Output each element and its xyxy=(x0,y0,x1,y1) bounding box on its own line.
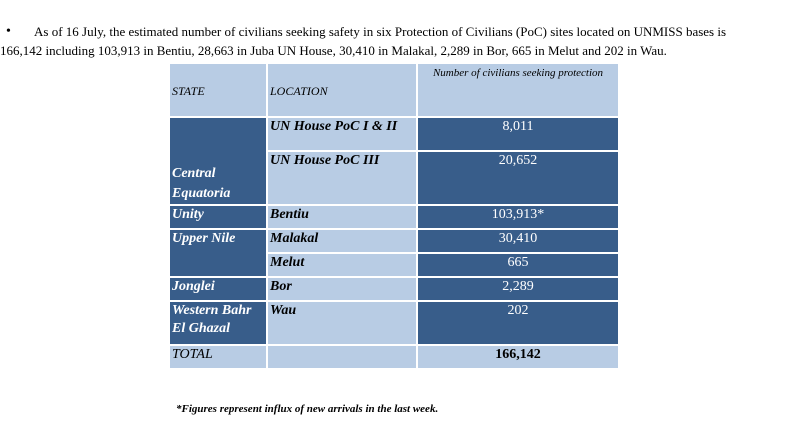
state-cell: Central Equatoria xyxy=(170,118,266,204)
location-cell: Bentiu xyxy=(268,206,416,228)
table-total-row xyxy=(170,346,618,368)
summary-line-2: 166,142 including 103,913 in Bentiu, 28,663 in Juba UN House, 30,410 in Malakal, 2,289 in Bor, 665 in Melut and 202 in Wau. xyxy=(0,43,667,58)
header-state: STATE xyxy=(170,64,266,116)
number-cell: 665 xyxy=(418,254,618,276)
header-location: LOCATION xyxy=(268,64,416,116)
total-label: TOTAL xyxy=(170,346,266,368)
table-row xyxy=(170,118,618,150)
location-cell: Melut xyxy=(268,254,416,276)
location-cell: UN House PoC I & II xyxy=(268,118,416,150)
bullet-icon: • xyxy=(6,24,11,39)
total-number: 166,142 xyxy=(418,346,618,368)
footnote: *Figures represent influx of new arrivals in the last week. xyxy=(176,403,439,415)
summary-paragraph xyxy=(0,22,798,60)
header-number: Number of civilians seeking protection xyxy=(418,64,618,116)
number-cell: 30,410 xyxy=(418,230,618,252)
number-cell: 2,289 xyxy=(418,278,618,300)
state-cell: Upper Nile xyxy=(170,230,266,276)
table-row xyxy=(170,230,618,252)
number-cell: 202 xyxy=(418,302,618,344)
table-header-row xyxy=(170,64,618,116)
number-cell: 103,913* xyxy=(418,206,618,228)
state-cell: Unity xyxy=(170,206,266,228)
total-empty-cell xyxy=(268,346,416,368)
table-row xyxy=(170,302,618,344)
state-cell: Jonglei xyxy=(170,278,266,300)
location-cell: UN House PoC III xyxy=(268,152,416,204)
location-cell: Wau xyxy=(268,302,416,344)
number-cell: 20,652 xyxy=(418,152,618,204)
state-cell: Western Bahr El Ghazal xyxy=(170,302,266,344)
poc-sites-table xyxy=(168,62,620,370)
location-cell: Bor xyxy=(268,278,416,300)
summary-line-1: As of 16 July, the estimated number of civilians seeking safety in six Protection of Civilians (PoC) sites located on UNMISS bases is xyxy=(34,24,727,39)
table-row xyxy=(170,206,618,228)
number-cell: 8,011 xyxy=(418,118,618,150)
table-row xyxy=(170,278,618,300)
location-cell: Malakal xyxy=(268,230,416,252)
